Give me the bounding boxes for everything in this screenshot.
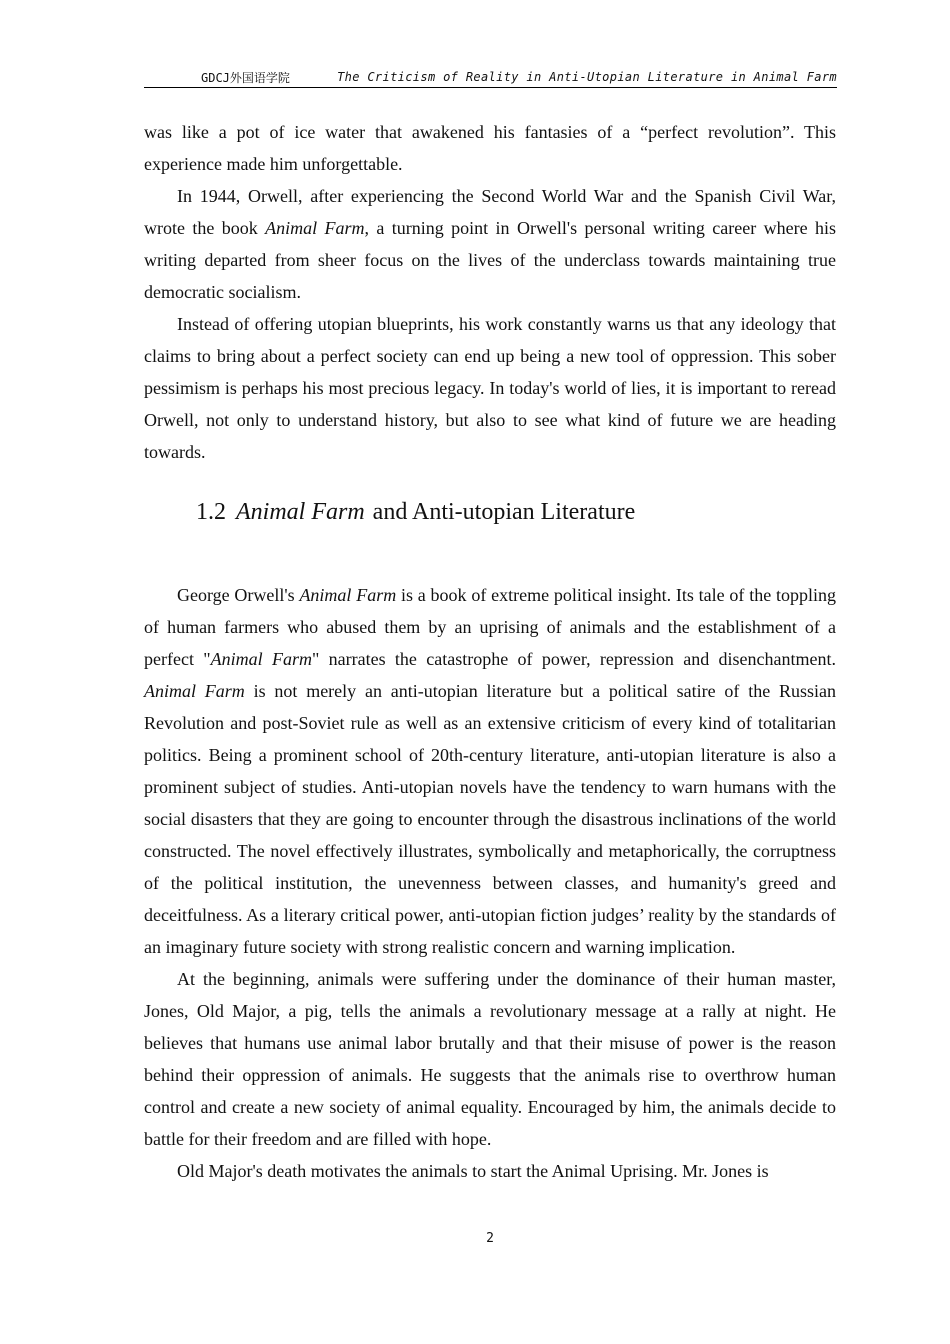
section-title-italic: Animal Farm <box>236 499 365 525</box>
paragraph: In 1944, Orwell, after experiencing the Second World War and the Spanish Civil War, wrote the book Animal Farm, a turning point in Orwell's personal writing career where his writing departed from sheer focus on the lives of the underclass towards maintaining true democratic socialism. <box>144 186 836 302</box>
paragraph: was like a pot of ice water that awakened his fantasies of a “perfect revolution”. This experience made him unforgettable. <box>144 122 836 174</box>
running-header <box>144 66 837 88</box>
paragraph: George Orwell's Animal Farm is a book of extreme political insight. Its tale of the toppling of human farmers who abused them by an uprising of animals and the establishment of a perfect "Animal Farm" narrates the catastrophe of power, repression and disenchantment. Animal Farm is not merely an anti-utopian literature but a political satire of the Russian Revolution and post-Soviet rule as well as an extensive criticism of every kind of totalitarian politics. Being a prominent school of 20th-century literature, anti-utopian literature is also a prominent subject of studies. Anti-utopian novels have the tendency to warn humans with the social disasters that they are going to encounter through the disastrous inclinations of the world constructed. The novel effectively illustrates, symbolically and metaphorically, the corruptness of the political institution, the unevenness between classes, and humanity's greed and deceitfulness. As a literary critical power, anti-utopian fiction judges’ reality by the standards of an imaginary future society with strong realistic concern and warning implication. <box>144 585 837 957</box>
body-text-block-2 <box>144 579 836 1187</box>
header-institution: GDCJ外国语学院 <box>201 71 290 85</box>
book-title: Animal Farm <box>265 218 365 238</box>
body-text-block-1 <box>144 116 836 468</box>
book-title: Animal Farm <box>299 585 397 605</box>
section-heading <box>196 494 635 530</box>
book-title: Animal Farm <box>210 649 312 669</box>
book-title: Animal Farm <box>144 681 245 701</box>
section-number: 1.2 <box>196 499 226 525</box>
page-number: 2 <box>486 1231 494 1246</box>
section-title-rest: and Anti-utopian Literature <box>372 499 636 525</box>
paragraph: At the beginning, animals were suffering under the dominance of their human master, Jones, Old Major, a pig, tells the animals a revolutionary message at a rally at night. He believes that humans use animal labor brutally and that their misuse of power is the reason behind their oppression of animals. He suggests that the animals rise to overthrow human control and create a new society of animal equality. Encouraged by him, the animals decide to battle for their freedom and are filled with hope. <box>144 969 836 1149</box>
paragraph: Instead of offering utopian blueprints, his work constantly warns us that any ideology that claims to bring about a perfect society can end up being a new tool of oppression. This sober pessimism is perhaps his most precious legacy. In today's world of lies, it is important to reread Orwell, not only to understand history, but also to see what kind of future we are heading towards. <box>144 314 836 462</box>
paragraph: Old Major's death motivates the animals to start the Animal Uprising. Mr. Jones is <box>177 1161 769 1181</box>
header-paper-title: The Criticism of Reality in Anti-Utopian Literature in Animal Farm <box>337 70 837 84</box>
